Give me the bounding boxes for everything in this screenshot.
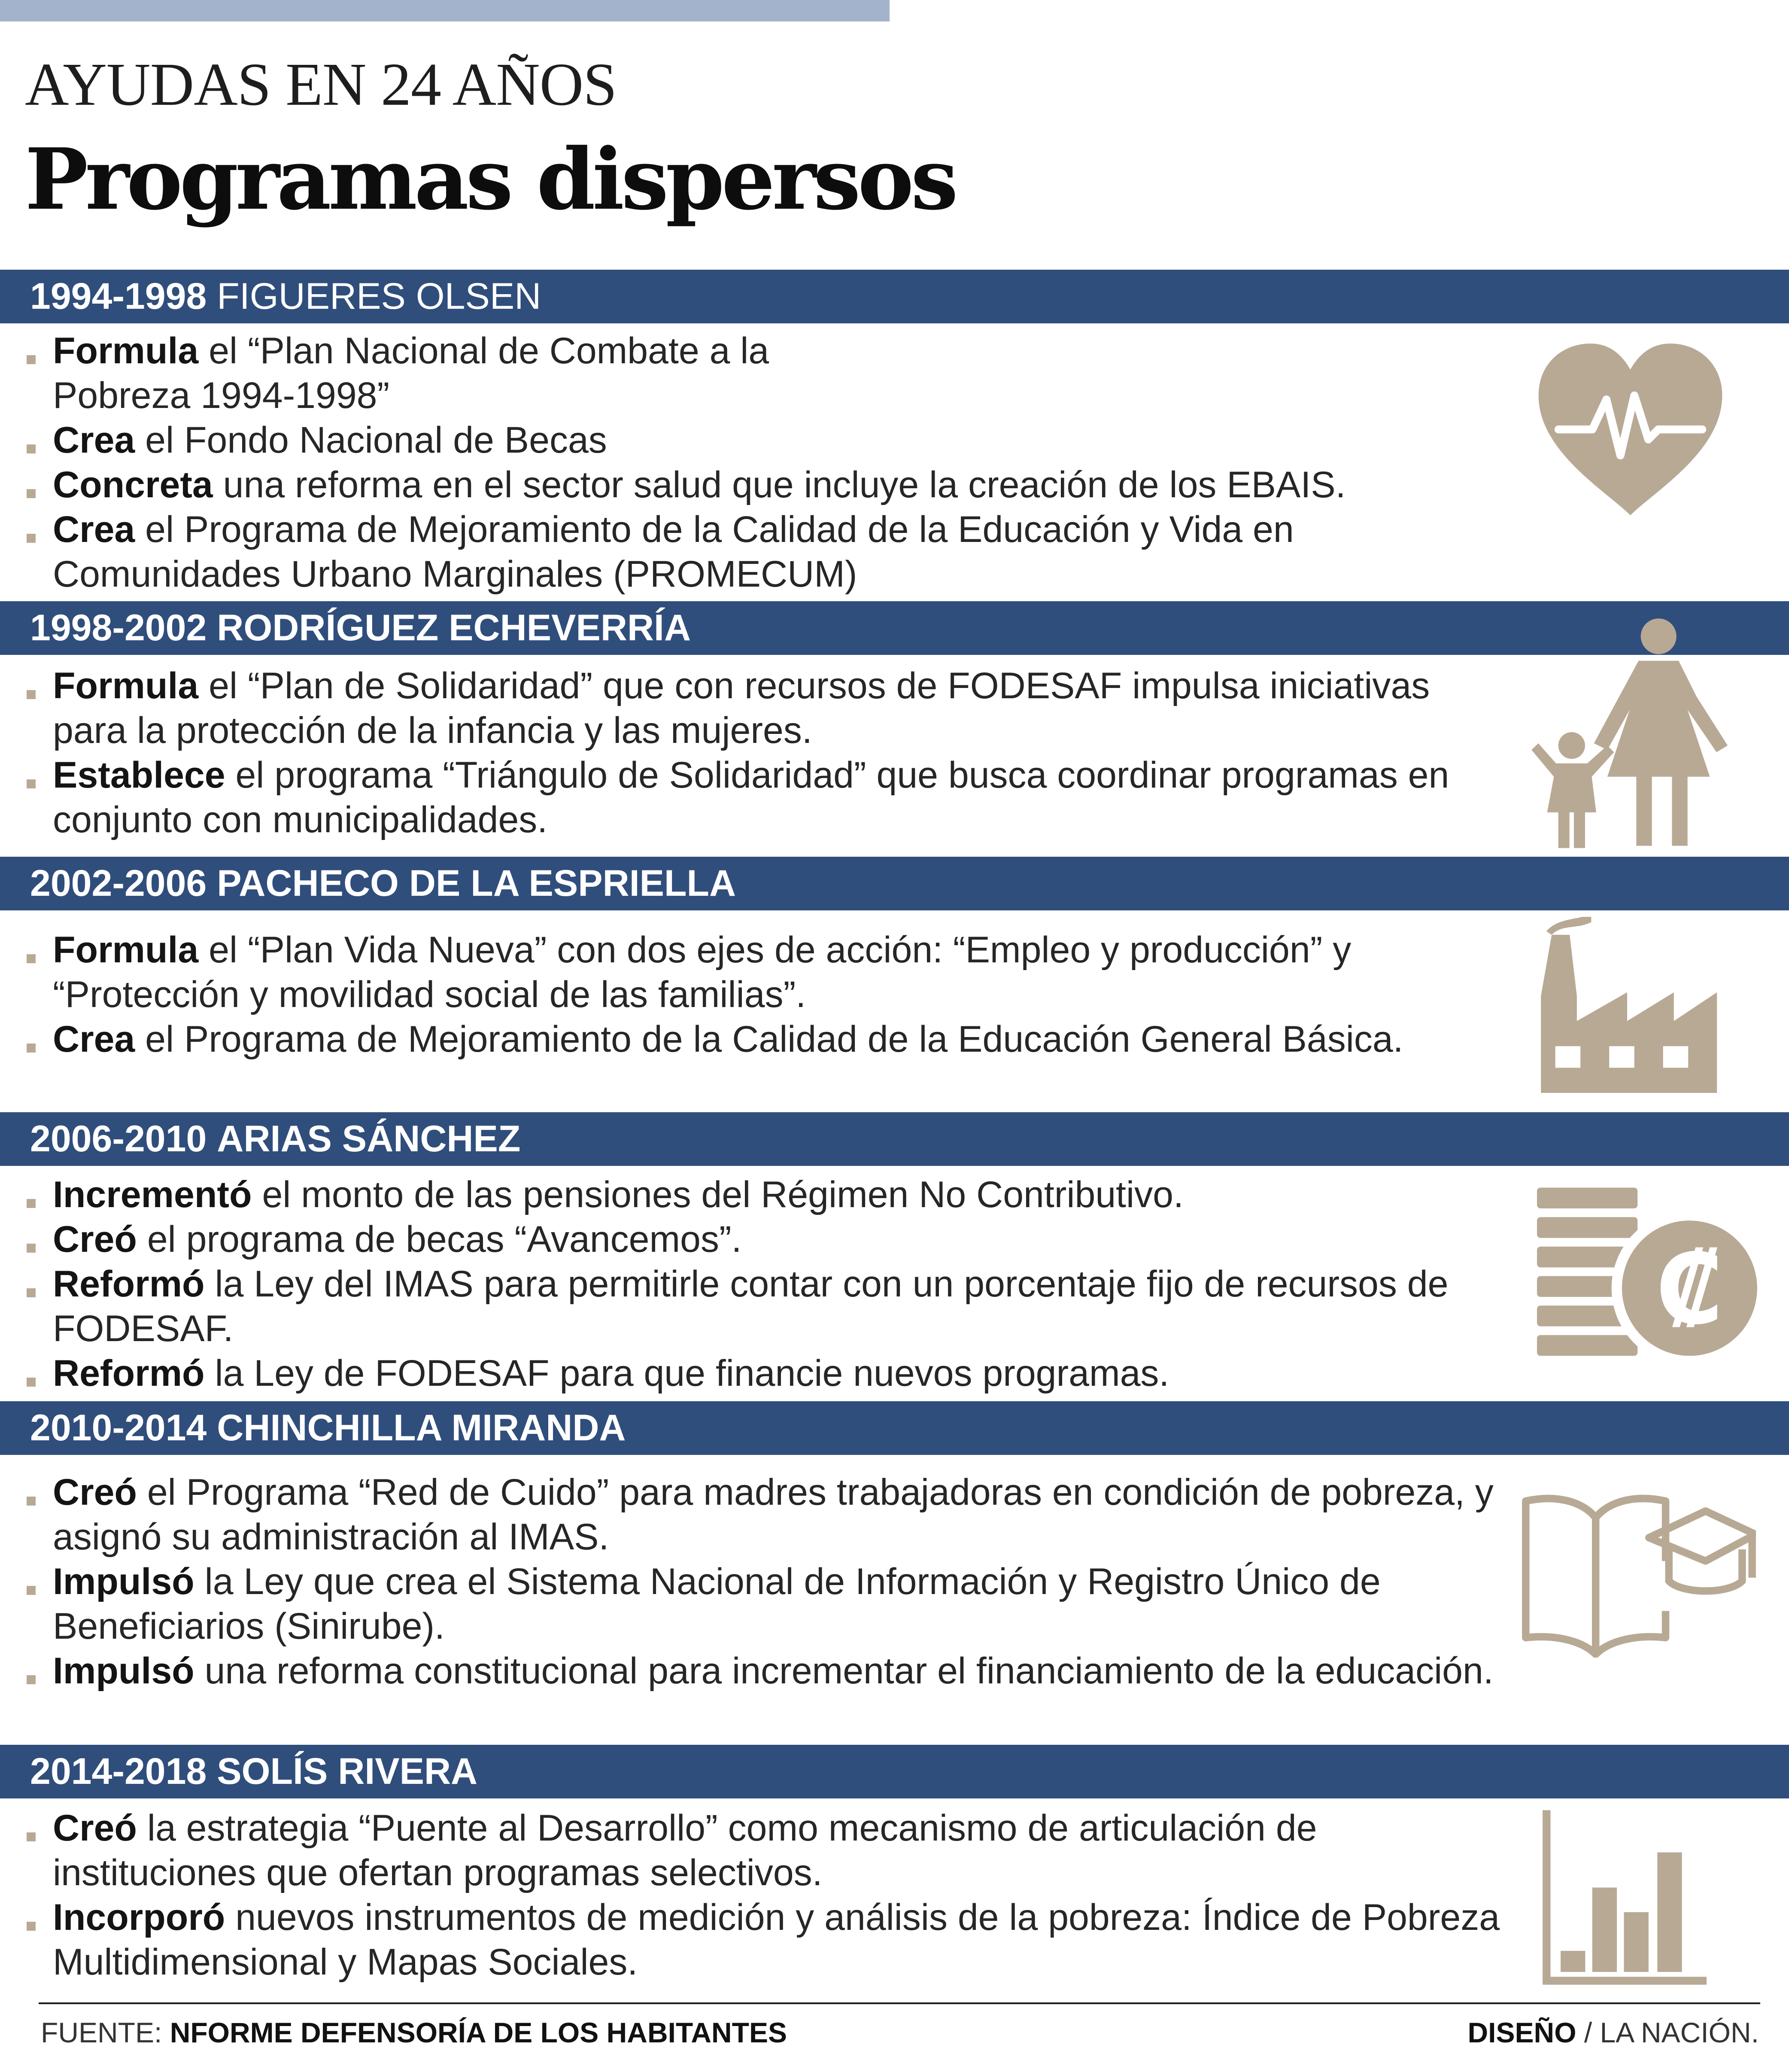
list-item: Impulsó una reforma constitucional para incrementar el financiamiento de la educación. bbox=[0, 1649, 1503, 1693]
section-president: FIGUERES OLSEN bbox=[217, 276, 541, 317]
bullet-icon bbox=[27, 1675, 36, 1684]
list-item: Impulsó la Ley que crea el Sistema Nacional de Información y Registro Único de Beneficiarios (Sinirube). bbox=[0, 1559, 1503, 1649]
list-item: Crea el Fondo Nacional de Becas bbox=[0, 418, 1503, 462]
section-years: 2010-2014 bbox=[30, 1407, 207, 1448]
section-list-2014-2018 bbox=[0, 1806, 1503, 1984]
section-years: 2002-2006 bbox=[30, 863, 207, 904]
list-item: Creó el Programa “Red de Cuido” para madres trabajadoras en condición de pobreza, y asignó su administración al IMAS. bbox=[0, 1470, 1503, 1559]
list-item: Establece el programa “Triángulo de Solidaridad” que busca coordinar programas en conjunto con municipalidades. bbox=[0, 753, 1503, 842]
section-band-2010-2014 bbox=[0, 1401, 1789, 1455]
bar-chart-icon bbox=[1541, 1810, 1707, 1986]
bullet-icon bbox=[27, 1586, 36, 1595]
top-accent-bar bbox=[0, 0, 890, 21]
bullet-icon bbox=[27, 1922, 36, 1931]
bullet-icon bbox=[27, 355, 36, 364]
bullet-icon bbox=[27, 1378, 36, 1387]
list-item: Reformó la Ley del IMAS para permitirle contar con un porcentaje fijo de recursos de FODESAF. bbox=[0, 1262, 1503, 1351]
book-graduation-cap-icon bbox=[1522, 1494, 1756, 1658]
bullet-icon bbox=[27, 1832, 36, 1841]
bullet-icon bbox=[27, 1244, 36, 1253]
page-title: Programas dispersos bbox=[25, 130, 955, 229]
bullet-icon bbox=[27, 489, 36, 498]
section-band-2014-2018 bbox=[0, 1745, 1789, 1798]
source-label: FUENTE: bbox=[41, 2017, 162, 2048]
list-item: Formula el “Plan Vida Nueva” con dos ejes de acción: “Empleo y producción” y “Protección y movilidad social de las familias”. bbox=[0, 928, 1503, 1017]
bullet-icon bbox=[27, 954, 36, 963]
list-item: Formula el “Plan de Solidaridad” que con recursos de FODESAF impulsa iniciativas para la protección de la infancia y las mujeres. bbox=[0, 663, 1503, 753]
section-president: SOLÍS RIVERA bbox=[217, 1751, 478, 1792]
svg-text:₡: ₡ bbox=[1655, 1233, 1724, 1346]
bullet-icon bbox=[27, 690, 36, 699]
section-list-2006-2010 bbox=[0, 1172, 1503, 1396]
bullet-icon bbox=[27, 1497, 36, 1506]
section-years: 1994-1998 bbox=[30, 276, 207, 317]
list-item: Crea el Programa de Mejoramiento de la Calidad de la Educación General Básica. bbox=[0, 1017, 1503, 1062]
section-years: 2006-2010 bbox=[30, 1118, 207, 1159]
footer-rule bbox=[39, 2002, 1760, 2004]
section-years: 2014-2018 bbox=[30, 1751, 207, 1792]
list-item: Incorporó nuevos instrumentos de medición y análisis de la pobreza: Índice de Pobreza Multidimensional y Mapas Sociales. bbox=[0, 1895, 1503, 1984]
bullet-icon bbox=[27, 779, 36, 788]
factory-icon bbox=[1537, 917, 1717, 1093]
design-label: DISEÑO bbox=[1467, 2017, 1576, 2048]
list-item: Crea el Programa de Mejoramiento de la Calidad de la Educación y Vida en Comunidades Urbano Marginales (PROMECUM) bbox=[0, 507, 1503, 596]
section-president: RODRÍGUEZ ECHEVERRÍA bbox=[217, 607, 691, 648]
section-president: ARIAS SÁNCHEZ bbox=[217, 1118, 521, 1159]
section-years: 1998-2002 bbox=[30, 607, 207, 648]
section-list-2010-2014 bbox=[0, 1470, 1503, 1693]
section-president: PACHECO DE LA ESPRIELLA bbox=[217, 863, 736, 904]
footer-source bbox=[41, 2018, 787, 2047]
section-list-1994-1998 bbox=[0, 329, 1503, 596]
section-band-2006-2010 bbox=[0, 1112, 1789, 1166]
section-president: CHINCHILLA MIRANDA bbox=[217, 1407, 626, 1448]
list-item: Reformó la Ley de FODESAF para que financie nuevos programas. bbox=[0, 1351, 1503, 1396]
section-band-1994-1998 bbox=[0, 270, 1789, 323]
list-item: Creó el programa de becas “Avancemos”. bbox=[0, 1217, 1503, 1262]
footer-credit bbox=[1467, 2018, 1759, 2047]
section-band-2002-2006 bbox=[0, 857, 1789, 910]
colon-coins-icon bbox=[1537, 1187, 1762, 1361]
bullet-icon bbox=[27, 444, 36, 453]
list-item: Formula el “Plan Nacional de Combate a la Pobreza 1994-1998” bbox=[0, 329, 1503, 418]
list-item: Incrementó el monto de las pensiones del Régimen No Contributivo. bbox=[0, 1172, 1503, 1217]
design-value: / LA NACIÓN. bbox=[1584, 2017, 1759, 2048]
section-list-1998-2002 bbox=[0, 663, 1503, 842]
heart-pulse-icon bbox=[1531, 339, 1730, 520]
source-value: NFORME DEFENSORÍA DE LOS HABITANTES bbox=[170, 2017, 787, 2048]
section-list-2002-2006 bbox=[0, 928, 1503, 1062]
mother-child-icon bbox=[1509, 616, 1732, 850]
bullet-icon bbox=[27, 1199, 36, 1208]
list-item: Creó la estrategia “Puente al Desarrollo” como mecanismo de articulación de instituciones que ofertan programas selectivos. bbox=[0, 1806, 1503, 1895]
bullet-icon bbox=[27, 1044, 36, 1053]
kicker: AYUDAS EN 24 AÑOS bbox=[25, 50, 617, 118]
bullet-icon bbox=[27, 1288, 36, 1297]
list-item: Concreta una reforma en el sector salud que incluye la creación de los EBAIS. bbox=[0, 462, 1503, 507]
bullet-icon bbox=[27, 534, 36, 543]
